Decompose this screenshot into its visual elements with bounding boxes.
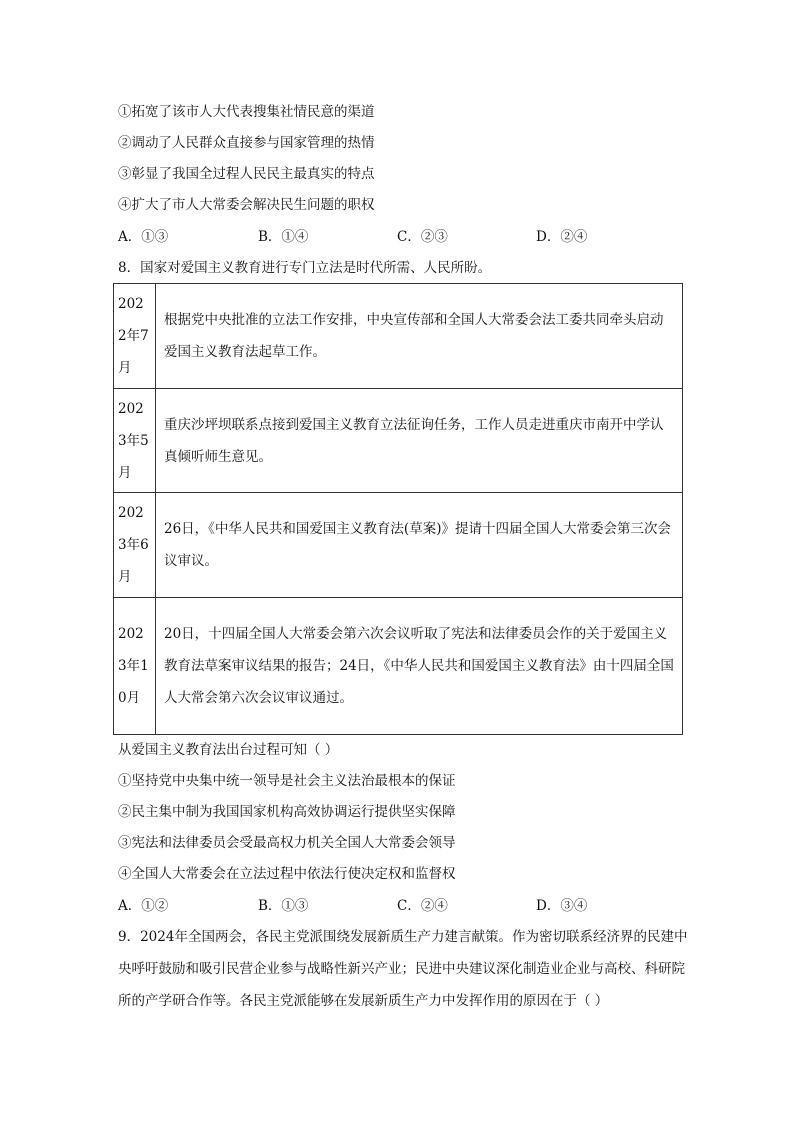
q8-statement-1: ①坚持党中央集中统一领导是社会主义法治最根本的保证 xyxy=(118,773,456,789)
timeline-event: 20日，十四届全国人大常委会第六次会议听取了宪法和法律委员会作的关于爱国主义教育法草案审议结果的报告；24日，《中华人民共和国爱国主义教育法》由十四届全国人大常会第六次会议审议通过。 xyxy=(156,598,683,735)
table-row xyxy=(114,284,683,389)
q7-option-d: D．②④ xyxy=(536,229,588,245)
q8-timeline-table xyxy=(113,283,683,735)
table-row xyxy=(114,598,683,735)
q9-stem: 9．2024年全国两会，各民主党派围绕发展新质生产力建言献策。作为密切联系经济界的民建中央呼吁鼓励和吸引民营企业参与战略性新兴产业；民进中央建议深化制造业企业与高校、科研院所的产学研合作等。各民主党派能够在发展新质生产力中发挥作用的原因在于（ ） xyxy=(118,929,688,1009)
timeline-date: 2023年5月 xyxy=(114,389,156,493)
q8-option-a: A．①② xyxy=(118,898,169,914)
q8-option-b: B．①③ xyxy=(258,898,309,914)
q8-statement-3: ③宪法和法律委员会受最高权力机关全国人大常委会领导 xyxy=(118,835,456,851)
q7-option-b: B．①④ xyxy=(258,229,309,245)
timeline-event: 重庆沙坪坝联系点接到爱国主义教育立法征询任务，工作人员走进重庆市南开中学认真倾听师生意见。 xyxy=(156,389,683,493)
q7-option-a: A．①③ xyxy=(118,229,169,245)
q7-statement-2: ②调动了人民群众直接参与国家管理的热情 xyxy=(118,135,375,151)
timeline-date: 2023年10月 xyxy=(114,598,156,735)
timeline-date: 2022年7月 xyxy=(114,284,156,389)
q7-statement-1: ①拓宽了该市人大代表搜集社情民意的渠道 xyxy=(118,104,375,120)
timeline-date: 2023年6月 xyxy=(114,493,156,598)
q8-option-c: C．②④ xyxy=(397,898,448,914)
timeline-event: 根据党中央批准的立法工作安排，中央宣传部和全国人大常委会法工委共同牵头启动爱国主义教育法起草工作。 xyxy=(156,284,683,389)
q7-statement-3: ③彰显了我国全过程人民民主最真实的特点 xyxy=(118,166,375,182)
q8-statement-4: ④全国人大常委会在立法过程中依法行使决定权和监督权 xyxy=(118,866,456,882)
q7-statement-4: ④扩大了市人大常委会解决民生问题的职权 xyxy=(118,197,375,213)
table-row xyxy=(114,493,683,598)
q8-option-d: D．③④ xyxy=(536,898,588,914)
table-row xyxy=(114,389,683,493)
timeline-event: 26日，《中华人民共和国爱国主义教育法(草案)》提请十四届全国人大常委会第三次会议审议。 xyxy=(156,493,683,598)
q8-statement-2: ②民主集中制为我国国家机构高效协调运行提供坚实保障 xyxy=(118,804,456,820)
q8-stem: 8．国家对爱国主义教育进行专门立法是时代所需、人民所盼。 xyxy=(118,260,492,276)
q7-option-c: C．②③ xyxy=(397,229,448,245)
q8-question: 从爱国主义教育法出台过程可知（ ） xyxy=(118,742,339,758)
